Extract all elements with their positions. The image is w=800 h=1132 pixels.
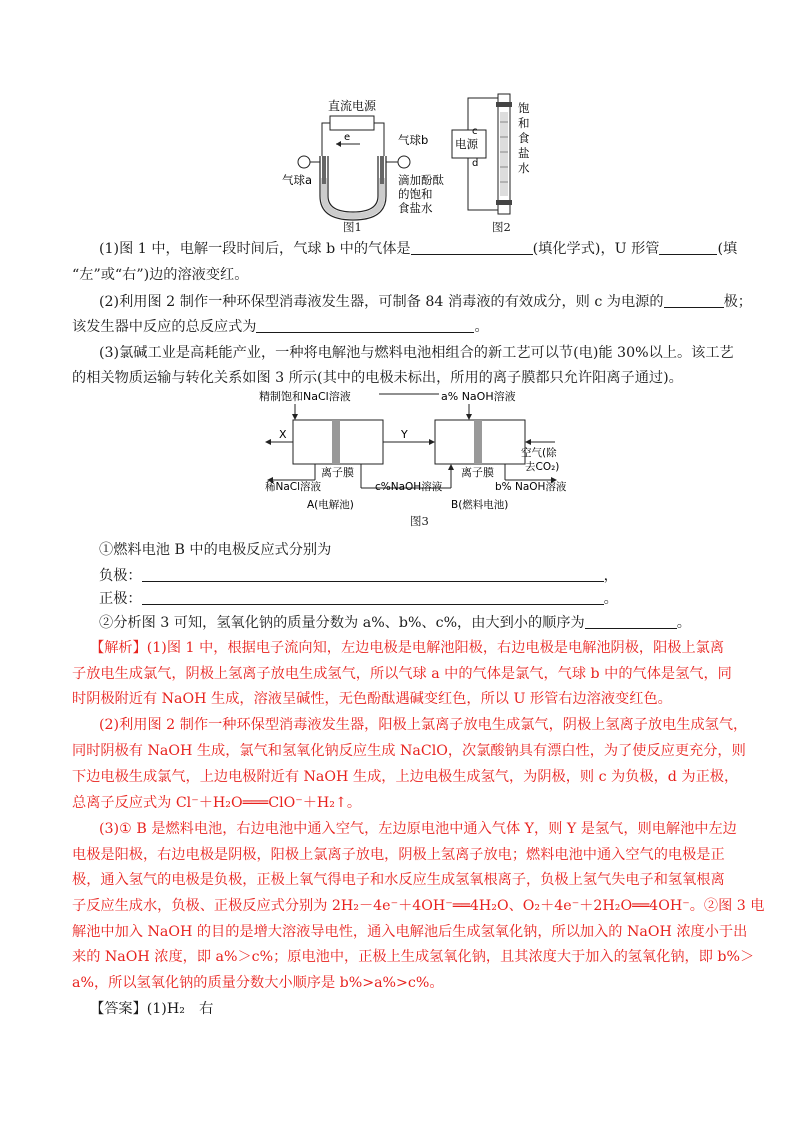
q2-line1: (2)利用图 2 制作一种环保型消毒液发生器，可制备 84 消毒液的有效成分，则 c 为电源的 极；	[99, 294, 752, 310]
fig2-note-2: 和	[518, 116, 530, 130]
fig3-cell-b: B(燃料电池)	[451, 499, 509, 511]
fig3-membrane-left: 离子膜	[321, 466, 354, 479]
analysis-p3-l6: 来的 NaOH 浓度，即 a%＞c%；原电池中，正极上生成氢氧化钠，且其浓度大于加入的氢氧化钠，即 b%＞	[72, 949, 755, 965]
fig3-out-right: b% NaOH溶液	[495, 481, 567, 493]
fig3-caption: 图3	[410, 514, 429, 528]
fig3-top-left: 精制饱和NaCl溶液	[259, 390, 351, 403]
q2-line2: 该发生器中反应的总反应式为 。	[72, 319, 489, 335]
q3-line2: 的相关物质运输与转化关系如图 3 所示(其中的电极未标出，所用的离子膜都只允许阳离子通过)。	[72, 370, 683, 386]
pos-electrode-blank[interactable]	[142, 590, 604, 605]
fig1-note-3: 食盐水	[398, 201, 433, 215]
q3-sub1: ①燃料电池 B 中的电极反应式分别为	[99, 542, 332, 558]
fig1-note-1: 滴加酚酞	[398, 173, 444, 187]
q3-sub2-blank[interactable]	[585, 614, 677, 629]
analysis-p3-l2: 电极是阳极，右边电极是阴极，阳极上氯离子放电，阴极上氢离子放电；燃料电池中通入空气的电极是正	[72, 847, 725, 863]
fig3-out-middle: c%NaOH溶液	[375, 481, 443, 493]
fig3-membrane-right: 离子膜	[461, 466, 494, 479]
q2-blank-pole[interactable]	[664, 293, 724, 308]
q1-blank-side[interactable]	[659, 240, 717, 255]
fig3-air-2: 去CO₂)	[525, 461, 560, 473]
analysis-p2-l4: 总离子反应式为 Cl⁻＋H₂O═══ClO⁻＋H₂↑。	[72, 795, 362, 811]
q3-line1: (3)氯碱工业是高耗能产业，一种将电解池与燃料电池相组合的新工艺可以节(电)能 30%以上。该工艺	[99, 345, 734, 361]
fig3-x-label: X	[279, 428, 287, 441]
analysis-p2-l1: (2)利用图 2 制作一种环保型消毒液发生器，阳极上氯离子放电生成氯气，阴极上氢离子放电生成氢气，	[99, 717, 748, 733]
fig3-out-left: 稀NaCl溶液	[265, 481, 322, 493]
q1-blank-gas[interactable]	[411, 240, 533, 255]
analysis-p1-l3: 时阴极附近有 NaOH 生成，溶液呈碱性，无色酚酞遇碱变红色，所以 U 形管右边溶液变红色。	[72, 691, 672, 707]
neg-electrode-blank[interactable]	[142, 567, 604, 582]
fig2-terminal-c: c	[472, 126, 478, 137]
fig3-air-1: 空气(除	[521, 447, 557, 459]
fig3-y-label: Y	[401, 428, 408, 441]
fig1-caption: 图1	[343, 220, 362, 234]
analysis-p3-l3: 极，通入氢气的电极是负极，正极上氧气得电子和水反应生成氢氧根离子，负极上氢气失电子和氢氧根离	[72, 872, 725, 888]
fig2-terminal-d: d	[472, 158, 479, 169]
analysis-p2-l2: 同时阴极有 NaOH 生成，氯气和氢氧化钠反应生成 NaClO，次氯酸钠具有漂白性，为了使反应更充分，则	[72, 743, 746, 759]
fig1-balloon-b: 气球b	[398, 133, 429, 147]
analysis-p3-l7: a%，所以氢氧化钠的质量分数大小顺序是 b%>a%>c%。	[72, 975, 444, 991]
analysis-p1-l1: 【解析】(1)图 1 中，根据电子流向知，左边电极是电解池阳极，右边电极是电解池阴极，阳极上氯离	[90, 640, 725, 656]
analysis-p3-l1: (3)① B 是燃料电池，右边电池中通入空气，左边原电池中通入气体 Y，则 Y 是氢气，则电解池中左边	[99, 821, 737, 837]
fig2-caption: 图2	[492, 220, 511, 234]
fig1-electron-label: e	[344, 132, 351, 143]
fig2-note-4: 盐	[518, 146, 530, 160]
figure1-u-tube-diagram	[280, 96, 460, 232]
fig1-power-label: 直流电源	[328, 99, 377, 113]
fig2-note-1: 饱	[518, 101, 530, 115]
fig3-cell-a: A(电解池)	[307, 499, 354, 511]
q3-sub2: ②分析图 3 可知，氢氧化钠的质量分数为 a%、b%、c%，由大到小的顺序为 。	[99, 615, 691, 631]
figure3-process-diagram	[255, 388, 575, 518]
fig2-note-3: 食	[518, 131, 530, 145]
answer-line: 【答案】(1)H₂ 右	[90, 1001, 214, 1017]
analysis-p2-l3: 下边电极生成氯气，上边电极附近有 NaOH 生成，上边电极生成氢气，为阴极，则 c 为负极，d 为正极，	[72, 769, 739, 785]
pos-electrode-line: 正极： 。	[99, 591, 618, 607]
neg-electrode-line: 负极： ，	[99, 568, 618, 584]
fig1-balloon-a: 气球a	[282, 173, 313, 187]
analysis-p3-l4: 子反应生成水，负极、正极反应式分别为 2H₂－4e⁻＋4OH⁻══4H₂O、O₂＋4e⁻＋2H₂O══4OH⁻。②图 3 电	[72, 898, 765, 914]
fig3-top-right: a% NaOH溶液	[441, 390, 516, 403]
fig2-note-5: 水	[518, 161, 530, 175]
q1-line2: “左”或“右”)边的溶液变红。	[72, 267, 249, 283]
q1-line1: (1)图 1 中，电解一段时间后，气球 b 中的气体是 (填化学式)，U 形管 (填	[99, 241, 738, 257]
fig2-power-label: 电源	[455, 137, 478, 151]
analysis-p3-l5: 解池中加入 NaOH 的目的是增大溶液导电性，通入电解池后生成氢氧化钠，所以加入的 NaOH 浓度小于出	[72, 924, 748, 940]
figure2-tube-diagram	[446, 92, 556, 218]
fig1-note-2: 的饱和	[398, 187, 433, 201]
q2-blank-equation[interactable]	[256, 318, 474, 333]
analysis-p1-l2: 子放电生成氯气，阴极上氢离子放电生成氢气，所以气球 a 中的气体是氯气，气球 b 中的气体是氢气，同	[72, 666, 732, 682]
